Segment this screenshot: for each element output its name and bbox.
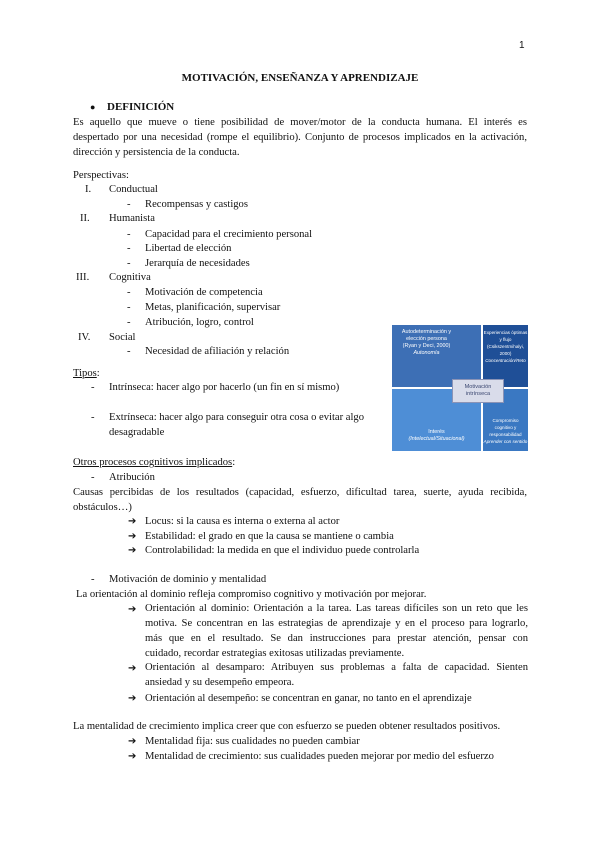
diagram-quadrant-flujo: Experiencias óptimas y flujo (Csikszentmihalyi, 2000) Concentración/Reto bbox=[483, 325, 528, 387]
tipos-label: Tipos: bbox=[73, 368, 100, 379]
tipo-intrinseca: Intrínseca: hacer algo por hacerlo (un fin en sí mismo) bbox=[109, 382, 340, 393]
page-title: MOTIVACIÓN, ENSEÑANZA Y APRENDIZAJE bbox=[181, 72, 419, 84]
dash: - bbox=[91, 382, 95, 393]
perspectiva-sub: Atribución, logro, control bbox=[145, 317, 254, 328]
causa-item: Controlabilidad: la medida en que el individuo puede controlarla bbox=[145, 545, 420, 556]
causa-item: Locus: si la causa es interna o externa al actor bbox=[145, 516, 340, 527]
definicion-heading: DEFINICIÓN bbox=[107, 101, 175, 113]
arrow-icon: ➔ bbox=[128, 545, 137, 556]
causa-item: Estabilidad: el grado en que la causa se mantiene o cambia bbox=[145, 531, 394, 542]
perspectiva-sub: Motivación de competencia bbox=[145, 287, 263, 298]
roman-numeral: IV. bbox=[78, 332, 91, 343]
orientacion-intro: La orientación al dominio refleja compromiso cognitivo y motivación por mejorar. bbox=[76, 589, 427, 600]
atribucion-heading: Atribución bbox=[109, 472, 155, 483]
dash: - bbox=[127, 243, 131, 254]
dash: - bbox=[91, 472, 95, 483]
mentalidad-crecimiento: Mentalidad de crecimiento: sus cualidades pueden mejorar por medio del esfuerzo bbox=[145, 751, 494, 762]
orientacion-dominio: Orientación al dominio: Orientación a la tarea. Las tareas difíciles son un reto que les motiva. Se concentran en las estrategias de aprendizaje y en el proceso para lograrlo, más que en el resultado. Se dan instrucciones para prestar atención, pensar con cuidado, recordar estrategias exitosas utilizadas previamente. bbox=[145, 603, 528, 659]
perspectiva-name: Conductual bbox=[109, 184, 158, 195]
roman-numeral: III. bbox=[76, 272, 90, 283]
perspectiva-name: Cognitiva bbox=[109, 272, 151, 283]
perspectiva-sub: Jerarquía de necesidades bbox=[145, 258, 250, 269]
arrow-icon: ➔ bbox=[128, 531, 137, 542]
dash: - bbox=[91, 412, 95, 423]
dash: - bbox=[127, 199, 131, 210]
perspectivas-label: Perspectivas: bbox=[73, 170, 129, 181]
mentalidad-fija: Mentalidad fija: sus cualidades no pueden cambiar bbox=[145, 736, 360, 747]
definicion-text: Es aquello que mueve o tiene posibilidad de mover/motor de la conducta humana. El interés es despertado por una necesidad (rompe el equilibrio). Conjunto de procesos implicados en la activación, dirección y persistencia de la conducta. bbox=[73, 117, 527, 158]
page-number: 1 bbox=[519, 40, 525, 51]
diagram-center-label: Motivación intrínseca bbox=[452, 379, 504, 403]
arrow-icon: ➔ bbox=[128, 663, 137, 674]
dash: - bbox=[127, 346, 131, 357]
roman-numeral: I. bbox=[85, 184, 92, 195]
diagram-quadrant-autonomia: Autodeterminación y elección persona (Ryan y Deci, 2000) Autonomía bbox=[392, 325, 481, 387]
dash: - bbox=[91, 574, 95, 585]
diagram-quadrant-interes: Interés (Intelectual/Situacional) bbox=[392, 389, 481, 451]
arrow-icon: ➔ bbox=[128, 604, 137, 615]
arrow-icon: ➔ bbox=[128, 736, 137, 747]
dash: - bbox=[127, 287, 131, 298]
perspectiva-name: Social bbox=[109, 332, 136, 343]
mentalidad-intro: La mentalidad de crecimiento implica creer que con esfuerzo se pueden obtener resultados positivos. bbox=[73, 721, 501, 732]
dash: - bbox=[127, 258, 131, 269]
arrow-icon: ➔ bbox=[128, 693, 137, 704]
perspectiva-sub: Libertad de elección bbox=[145, 243, 232, 254]
arrow-icon: ➔ bbox=[128, 516, 137, 527]
dash: - bbox=[127, 302, 131, 313]
arrow-icon: ➔ bbox=[128, 751, 137, 762]
tipo-extrinseca-cont: desagradable bbox=[109, 427, 165, 438]
dominio-heading: Motivación de dominio y mentalidad bbox=[109, 574, 267, 585]
tipo-extrinseca: Extrínseca: hacer algo para conseguir otra cosa o evitar algo bbox=[109, 412, 365, 423]
perspectiva-name: Humanista bbox=[109, 213, 155, 224]
orientacion-desempeno: Orientación al desempeño: se concentran en ganar, no tanto en el aprendizaje bbox=[145, 693, 472, 704]
motivacion-intrinseca-diagram bbox=[392, 325, 528, 451]
perspectiva-sub: Recompensas y castigos bbox=[145, 199, 248, 210]
dash: - bbox=[127, 317, 131, 328]
orientacion-desamparo: Orientación al desamparo: Atribuyen sus problemas a falta de capacidad. Sienten ansiedad y su desempeño empeora. bbox=[145, 662, 528, 688]
bullet-dot: ● bbox=[90, 102, 96, 112]
perspectiva-sub: Capacidad para el crecimiento personal bbox=[145, 229, 313, 240]
perspectiva-sub: Necesidad de afiliación y relación bbox=[145, 346, 290, 357]
diagram-quadrant-compromiso: Compromiso cognitivo y responsabilidad Aprender con sentido bbox=[483, 389, 528, 451]
causas-text: Causas percibidas de los resultados (capacidad, esfuerzo, dificultad tarea, suerte, ayuda recibida, obstáculos…) bbox=[73, 487, 527, 513]
dash: - bbox=[127, 229, 131, 240]
otros-label: Otros procesos cognitivos implicados: bbox=[73, 457, 236, 468]
roman-numeral: II. bbox=[80, 213, 90, 224]
perspectiva-sub: Metas, planificación, supervisar bbox=[145, 302, 281, 313]
